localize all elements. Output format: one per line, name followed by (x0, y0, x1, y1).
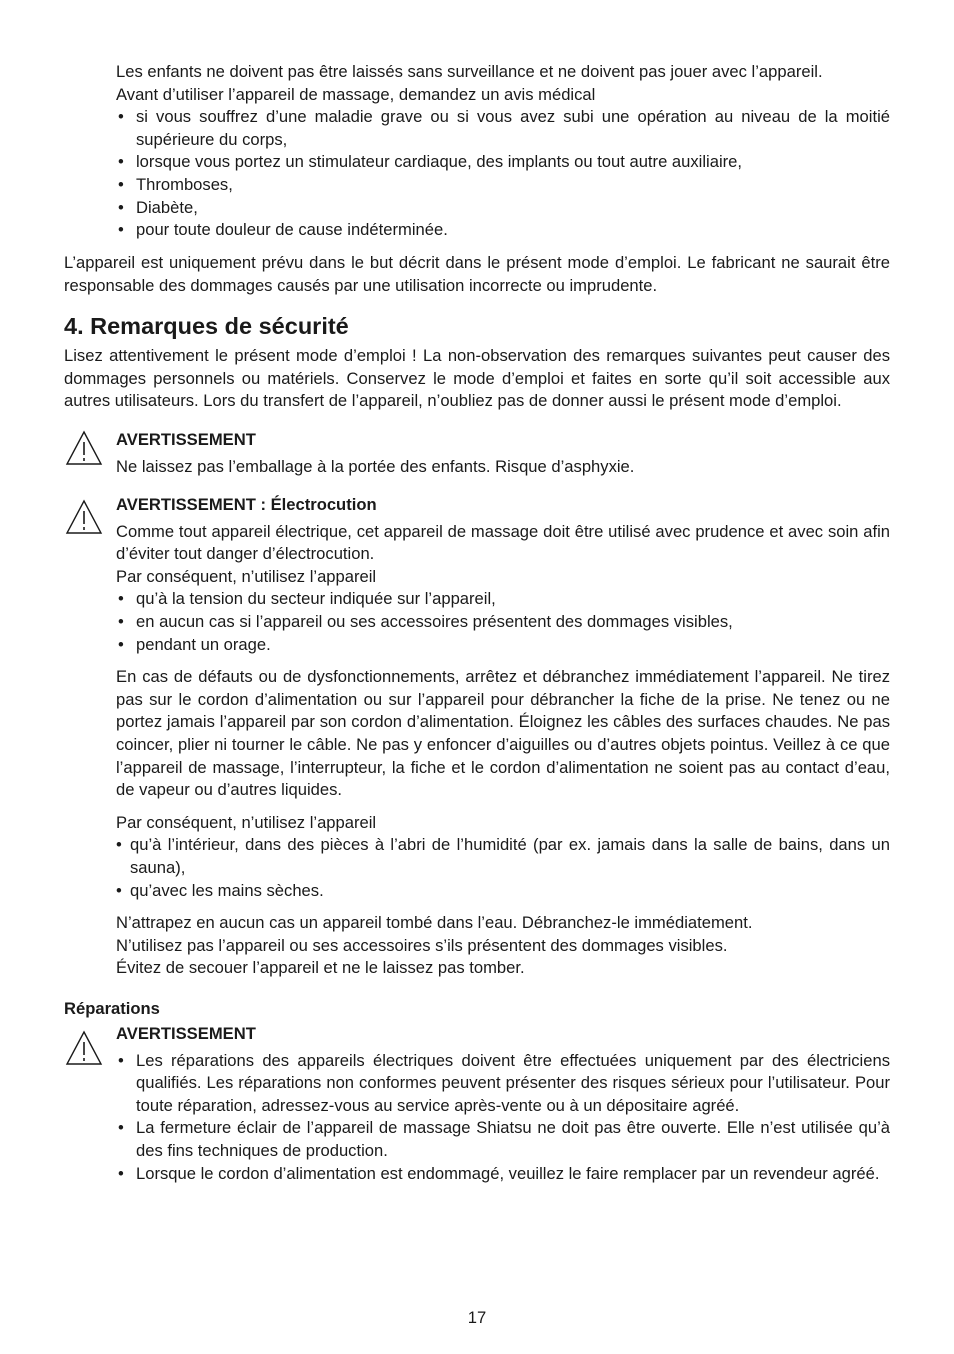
warning-2-title: AVERTISSEMENT : Électrocution (116, 495, 377, 514)
list-item: • Lorsque le cordon d’alimentation est endommagé, veuillez le faire remplacer par un revendeur agréé. (116, 1163, 890, 1186)
warning-2-water-line: N’attrapez en aucun cas un appareil tombé dans l’eau. Débranchez-le immédiatement. (116, 913, 753, 933)
warning-triangle-icon (65, 1030, 103, 1066)
warning-1-text: Ne laissez pas l’emballage à la portée des enfants. Risque d’asphyxie. (116, 456, 635, 476)
list-item: • Les réparations des appareils électriques doivent être effectuées uniquement par des électriciens qualifiés. Les réparations non conformes peuvent présenter des risques sérieux pour l’utilisateur. Pour toute réparation, adressez-vous au service après-vente ou à un dépositaire agréé. (116, 1050, 890, 1118)
warning-triangle-icon (65, 430, 103, 466)
repairs-heading-block (64, 998, 160, 1021)
list-item: • qu’à l’intérieur, dans des pièces à l’abri de l’humidité (par ex. jamais dans la salle de bains, dans un sauna), (116, 834, 890, 879)
warning-2-lead: Par conséquent, n’utilisez l’appareil (116, 566, 377, 586)
list-item: • pendant un orage. (116, 634, 890, 657)
intro-line-medical: Avant d’utiliser l’appareil de massage, demandez un avis médical (116, 84, 596, 104)
warning-1-block (116, 429, 890, 478)
repairs-block (116, 1023, 890, 1185)
warning-2-bullet-list (116, 588, 890, 656)
purpose-paragraph-block (64, 252, 890, 297)
intro-block (116, 61, 890, 242)
list-item: • qu’à la tension du secteur indiquée sur l’appareil, (116, 588, 890, 611)
warning-2-bullet-list-2 (116, 834, 890, 902)
list-item: • Thromboses, (116, 174, 890, 197)
repairs-heading: Réparations (64, 999, 160, 1018)
list-item: • La fermeture éclair de l’appareil de massage Shiatsu ne doit pas être ouverte. Elle n’est utilisée qu’à des fins techniques de production. (116, 1117, 890, 1162)
list-item: • si vous souffrez d’une maladie grave ou si vous avez subi une opération au niveau de la moitié supérieure du corps, (116, 106, 890, 151)
section-intro-paragraph: Lisez attentivement le présent mode d’emploi ! La non-observation des remarques suivantes peut causer des dommages personnels ou matériels. Conservez le mode d’emploi et faites en sorte qu’il soit accessible aux autres utilisateurs. Lors du transfert de l’appareil, n’oubliez pas de donner aussi le présent mode d’emploi. (64, 346, 890, 411)
warning-2-defects-paragraph: En cas de défauts ou de dysfonctionnements, arrêtez et débranchez immédiatement l’appareil. Ne tirez pas sur le cordon d’alimentation ou sur l’appareil pour débrancher la fiche de la prise. Ne tenez ou ne portez jamais l’appareil par son cordon d’alimentation. Éloignez les câbles des surfaces chaudes. Ne pas coincer, plier ni tourner le câble. Ne pas y enfoncer d’aiguilles ou d’autres objets pointus. Veillez à ce que l’appareil de massage, l’interrupteur, la fiche et le cordon d’alimentation ne soient pas au contact d’eau, de vapeur ou d’autres liquides. (116, 667, 890, 800)
page-number: 17 (467, 1308, 487, 1327)
section-heading: 4. Remarques de sécurité (64, 313, 349, 339)
intro-bullet-list (116, 106, 890, 242)
warning-1-title: AVERTISSEMENT (116, 430, 256, 449)
purpose-paragraph: L’appareil est uniquement prévu dans le but décrit dans le présent mode d’emploi. Le fabricant ne saurait être responsable des dommages causés par une utilisation incorrecte ou imprudente. (64, 253, 890, 295)
list-item: • qu’avec les mains sèches. (116, 880, 890, 903)
list-item: • lorsque vous portez un stimulateur cardiaque, des implants ou tout autre auxiliaire, (116, 151, 890, 174)
warning-2-text: Comme tout appareil électrique, cet appareil de massage doit être utilisé avec prudence et avec soin afin d’éviter tout danger d’électrocution. (116, 521, 890, 564)
warning-triangle-icon (65, 499, 103, 535)
warning-2-lead-2: Par conséquent, n’utilisez l’appareil (116, 812, 377, 832)
repairs-bullet-list (116, 1050, 890, 1186)
list-item: • en aucun cas si l’appareil ou ses accessoires présentent des dommages visibles, (116, 611, 890, 634)
warning-2-block (116, 494, 890, 980)
warning-2-damage-line: N’utilisez pas l’appareil ou ses accessoires s’ils présentent des dommages visibles. (116, 935, 728, 955)
section-intro-block (64, 345, 890, 413)
intro-line-children: Les enfants ne doivent pas être laissés sans surveillance et ne doivent pas jouer avec l’appareil. (116, 62, 823, 81)
warning-2-shake-line: Évitez de secouer l’appareil et ne le laissez pas tomber. (116, 958, 525, 978)
list-item: • pour toute douleur de cause indéterminée. (116, 219, 890, 242)
repairs-warning-title: AVERTISSEMENT (116, 1024, 256, 1043)
list-item: • Diabète, (116, 197, 890, 220)
